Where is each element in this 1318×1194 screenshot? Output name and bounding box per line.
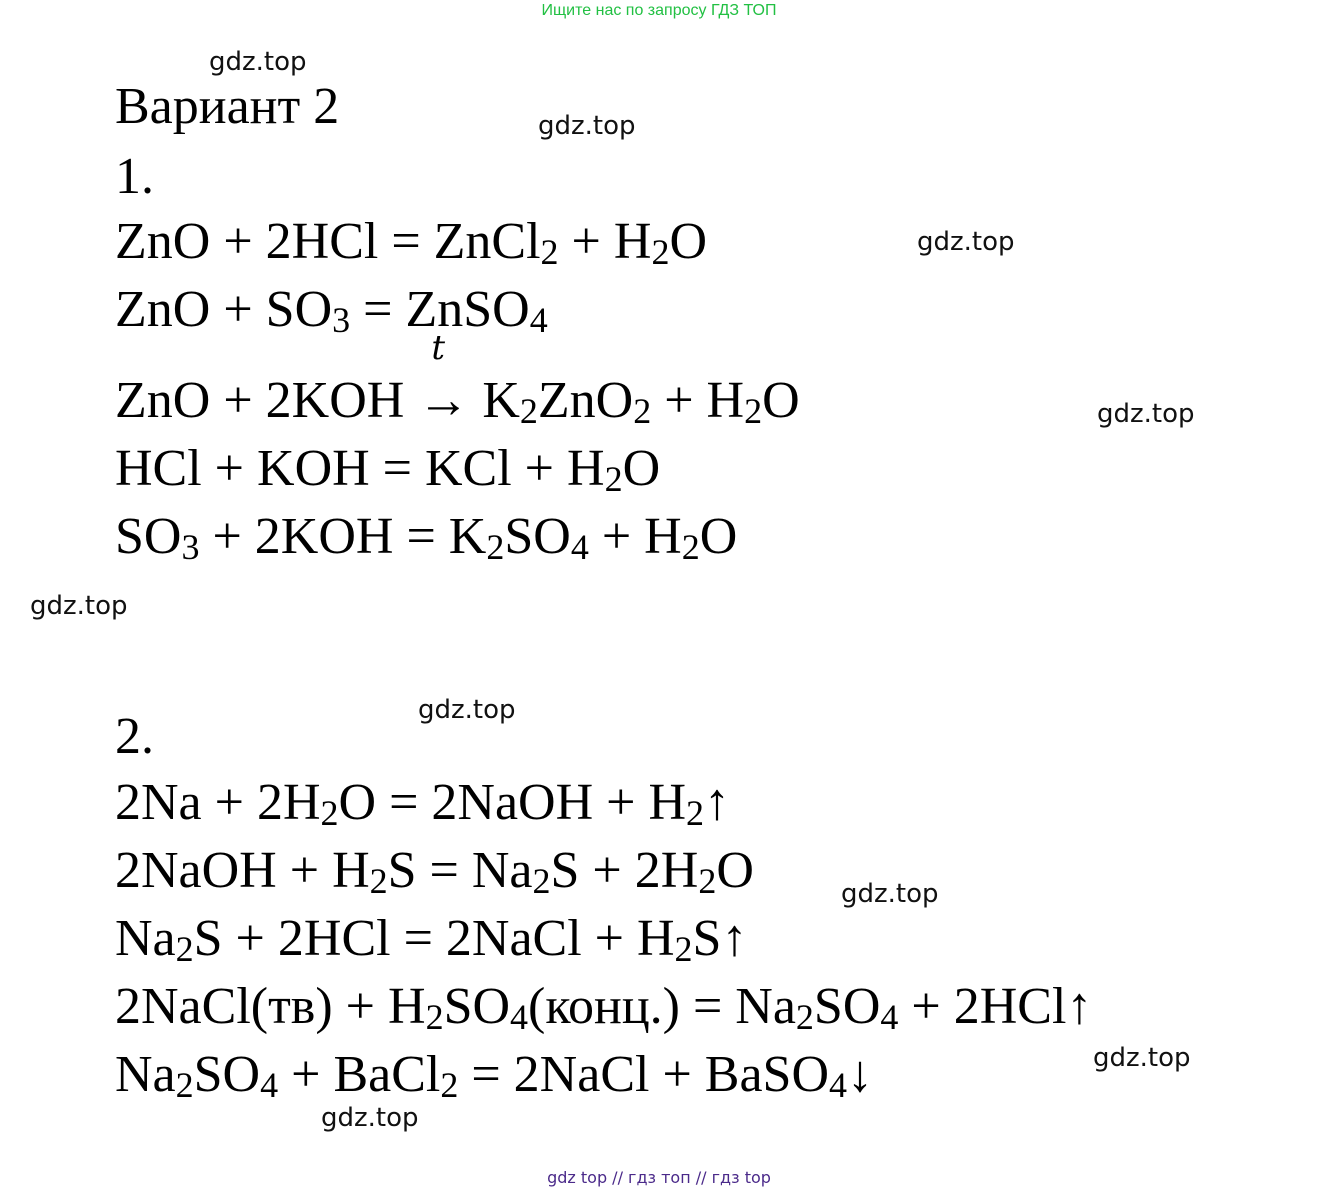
watermark: gdz.top	[538, 111, 636, 141]
task2-equation-5: Na2SO4 + BaCl2 = 2NaCl + BaSO4↓	[115, 1046, 874, 1105]
watermark: gdz.top	[1097, 399, 1195, 429]
task2-equation-1: 2Na + 2H2O = 2NaOH + H2↑	[115, 774, 731, 833]
heating-label: t	[431, 328, 445, 368]
watermark: gdz.top	[841, 879, 939, 909]
reaction-arrow: t →	[417, 328, 470, 429]
task2-equation-4: 2NaCl(тв) + H2SO4(конц.) = Na2SO4 + 2HCl↑	[115, 978, 1093, 1037]
watermark: gdz.top	[917, 227, 1015, 257]
task1-equation-2: ZnO + SO3 = ZnSO4	[115, 281, 548, 340]
task1-number: 1.	[115, 148, 154, 205]
task2-number: 2.	[115, 708, 154, 765]
task2-equation-2: 2NaOH + H2S = Na2S + 2H2O	[115, 842, 754, 901]
watermark: gdz.top	[418, 695, 516, 725]
task1-equation-5: SO3 + 2KOH = K2SO4 + H2O	[115, 508, 738, 567]
watermark: gdz.top	[321, 1103, 419, 1133]
task2-equation-3: Na2S + 2HCl = 2NaCl + H2S↑	[115, 910, 748, 969]
watermark: gdz.top	[209, 47, 307, 77]
watermark: gdz.top	[1093, 1043, 1191, 1073]
footer-links: gdz top // гдз топ // гдз top	[547, 1168, 771, 1187]
task1-equation-3: ZnO + 2KOH t → K2ZnO2 + H2O	[115, 328, 800, 431]
watermark: gdz.top	[30, 591, 128, 621]
top-banner: Ищите нас по запросу ГДЗ ТОП	[541, 2, 777, 19]
task1-equation-4: HCl + KOH = KCl + H2O	[115, 440, 661, 499]
task1-equation-1: ZnO + 2HCl = ZnCl2 + H2O	[115, 213, 707, 272]
page-title: Вариант 2	[115, 78, 340, 135]
